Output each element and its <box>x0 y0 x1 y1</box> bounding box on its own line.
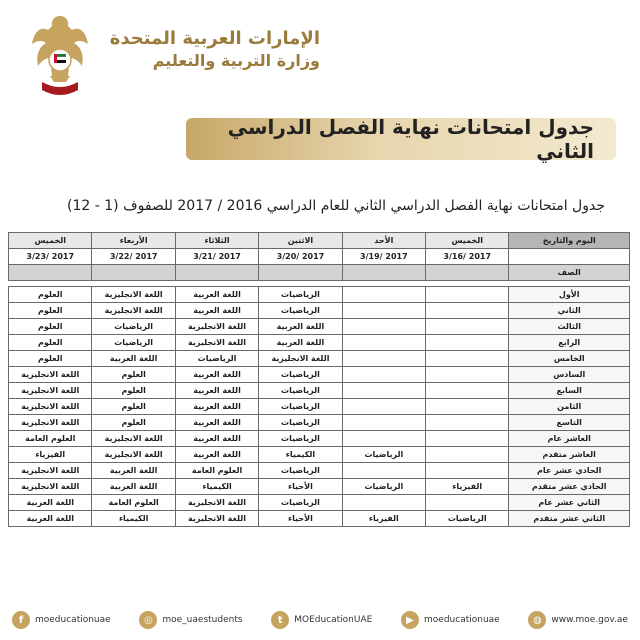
subject-cell: العلوم <box>92 383 175 399</box>
subject-cell <box>426 335 509 351</box>
subject-cell <box>342 431 425 447</box>
grade-cell: الرابع <box>509 335 630 351</box>
day-header: الأربعاء <box>92 233 175 249</box>
table-row <box>9 335 630 351</box>
subject-cell: الرياضيات <box>342 447 425 463</box>
subject-cell: الرياضيات <box>426 511 509 527</box>
subject-cell <box>426 351 509 367</box>
instagram-icon: ◎ <box>139 611 157 629</box>
table-row <box>9 303 630 319</box>
subject-cell <box>426 319 509 335</box>
youtube-handle: moeducationuae <box>424 615 500 625</box>
subject-cell: العلوم العامة <box>92 495 175 511</box>
grade-cell: الثامن <box>509 399 630 415</box>
subject-cell <box>342 287 425 303</box>
subject-cell <box>426 287 509 303</box>
subject-cell <box>426 495 509 511</box>
day-header: الاثنين <box>259 233 342 249</box>
day-header: الخميس <box>9 233 92 249</box>
subject-cell: الفيزياء <box>9 447 92 463</box>
date-cell <box>509 249 630 265</box>
subject-cell: اللغة العربية <box>9 495 92 511</box>
subject-cell: العلوم العامة <box>175 463 258 479</box>
subject-cell: العلوم <box>92 399 175 415</box>
facebook-icon: f <box>12 611 30 629</box>
subject-cell: اللغة العربية <box>175 383 258 399</box>
subject-cell: الرياضيات <box>259 463 342 479</box>
subject-cell <box>426 463 509 479</box>
subject-cell: الرياضيات <box>92 319 175 335</box>
subject-cell: اللغة العربية <box>259 335 342 351</box>
footer <box>0 600 640 640</box>
subject-cell: اللغة الانجليزية <box>92 447 175 463</box>
table-row <box>9 399 630 415</box>
subject-cell <box>342 399 425 415</box>
subject-cell <box>342 335 425 351</box>
globe-icon: ◍ <box>528 611 546 629</box>
grade-label-row <box>9 265 630 281</box>
table-row <box>9 511 630 527</box>
subject-cell <box>426 399 509 415</box>
table-row <box>9 383 630 399</box>
subject-cell: اللغة الانجليزية <box>175 335 258 351</box>
subject-cell: الرياضيات <box>259 367 342 383</box>
days-header-row <box>9 233 630 249</box>
subject-cell: العلوم <box>9 351 92 367</box>
table-row <box>9 351 630 367</box>
subject-cell: الكيمياء <box>92 511 175 527</box>
subject-cell: اللغة الانجليزية <box>175 319 258 335</box>
subject-cell: اللغة العربية <box>175 399 258 415</box>
subject-cell: الكيمياء <box>175 479 258 495</box>
grade-cell: التاسع <box>509 415 630 431</box>
subject-cell: الرياضيات <box>259 431 342 447</box>
subject-cell: اللغة الانجليزية <box>92 431 175 447</box>
grade-cell: الحادي عشر عام <box>509 463 630 479</box>
subject-cell: اللغة العربية <box>175 415 258 431</box>
subject-cell: اللغة العربية <box>9 511 92 527</box>
grade-cell: الثالث <box>509 319 630 335</box>
subject-cell <box>342 319 425 335</box>
subject-cell: اللغة العربية <box>92 463 175 479</box>
grade-cell: الثاني عشر متقدم <box>509 511 630 527</box>
title-banner <box>186 115 616 163</box>
header <box>0 0 640 120</box>
table-row <box>9 447 630 463</box>
date-cell: 2017 /3/22 <box>92 249 175 265</box>
day-header: الخميس <box>426 233 509 249</box>
grade-cell: الثاني <box>509 303 630 319</box>
table-row <box>9 287 630 303</box>
subject-cell <box>342 367 425 383</box>
uae-emblem-icon <box>28 10 92 110</box>
facebook-handle: moeducationuae <box>35 615 111 625</box>
subject-cell: الرياضيات <box>259 287 342 303</box>
ministry-title: وزارة التربية والتعليم <box>152 51 320 70</box>
subject-cell: الرياضيات <box>259 399 342 415</box>
twitter-handle: MOEducationUAE <box>294 615 373 625</box>
subject-cell: اللغة الانجليزية <box>259 351 342 367</box>
subject-cell: الفيزياء <box>426 479 509 495</box>
ministry-name <box>100 28 320 72</box>
grade-cell: العاشر عام <box>509 431 630 447</box>
subject-cell: اللغة الانجليزية <box>92 303 175 319</box>
date-cell: 2017 /3/16 <box>426 249 509 265</box>
subject-cell: العلوم <box>92 415 175 431</box>
subject-cell <box>342 303 425 319</box>
subject-cell: اللغة العربية <box>175 287 258 303</box>
subject-cell: اللغة الانجليزية <box>175 495 258 511</box>
subject-cell <box>342 351 425 367</box>
grade-label: الصف <box>509 265 630 281</box>
subject-cell: اللغة الانجليزية <box>9 463 92 479</box>
table-row <box>9 463 630 479</box>
date-cell: 2017 /3/19 <box>342 249 425 265</box>
grade-cell: الخامس <box>509 351 630 367</box>
subject-cell: اللغة العربية <box>175 367 258 383</box>
date-cell: 2017 /3/23 <box>9 249 92 265</box>
table-row <box>9 479 630 495</box>
subject-cell <box>426 431 509 447</box>
subject-cell: العلوم العامة <box>9 431 92 447</box>
subject-cell <box>426 383 509 399</box>
subject-cell: الرياضيات <box>259 415 342 431</box>
facebook-link[interactable] <box>12 611 111 629</box>
grade-cell: الحادي عشر متقدم <box>509 479 630 495</box>
table-row <box>9 495 630 511</box>
subject-cell: اللغة العربية <box>92 479 175 495</box>
instagram-link[interactable] <box>139 611 242 629</box>
subject-cell: اللغة الانجليزية <box>9 383 92 399</box>
subject-cell <box>426 367 509 383</box>
subject-cell: اللغة العربية <box>259 319 342 335</box>
subject-cell: اللغة العربية <box>92 351 175 367</box>
grade-cell: الثاني عشر عام <box>509 495 630 511</box>
subject-cell: اللغة الانجليزية <box>9 399 92 415</box>
subject-cell: العلوم <box>9 319 92 335</box>
subtitle: جدول امتحانات نهاية الفصل الدراسي الثاني للعام الدراسي 2016 / 2017 للصفوف (1 - 12) <box>66 198 605 214</box>
subject-cell <box>342 463 425 479</box>
dates-row <box>9 249 630 265</box>
subject-cell <box>426 415 509 431</box>
page-title: جدول امتحانات نهاية الفصل الدراسي الثاني <box>227 115 594 163</box>
grade-cell: العاشر متقدم <box>509 447 630 463</box>
subject-cell <box>426 303 509 319</box>
subject-cell: الرياضيات <box>259 495 342 511</box>
twitter-icon: t <box>271 611 289 629</box>
subject-cell <box>342 415 425 431</box>
subject-cell: الأحياء <box>259 511 342 527</box>
country-name: الإمارات العربية المتحدة <box>109 28 320 49</box>
subject-cell: الرياضيات <box>259 383 342 399</box>
subject-cell: الرياضيات <box>259 303 342 319</box>
subject-cell <box>342 383 425 399</box>
table-row <box>9 431 630 447</box>
date-cell: 2017 /3/21 <box>175 249 258 265</box>
subject-cell: الكيمياء <box>259 447 342 463</box>
table-row <box>9 319 630 335</box>
subject-cell: اللغة العربية <box>175 303 258 319</box>
youtube-link[interactable] <box>401 611 500 629</box>
subject-cell: العلوم <box>9 303 92 319</box>
subject-cell <box>342 495 425 511</box>
subject-cell: اللغة العربية <box>175 431 258 447</box>
day-header: الثلاثاء <box>175 233 258 249</box>
subject-cell: العلوم <box>9 287 92 303</box>
subject-cell: العلوم <box>9 335 92 351</box>
website-url: www.moe.gov.ae <box>551 615 628 625</box>
table-row <box>9 415 630 431</box>
corner-label: اليوم والتاريخ <box>509 233 630 249</box>
grade-cell: الأول <box>509 287 630 303</box>
subject-cell: اللغة الانجليزية <box>92 287 175 303</box>
subject-cell <box>426 447 509 463</box>
youtube-icon: ▶ <box>401 611 419 629</box>
subject-cell: اللغة الانجليزية <box>9 367 92 383</box>
subject-cell: الفيزياء <box>342 511 425 527</box>
twitter-link[interactable] <box>271 611 372 629</box>
instagram-handle: moe_uaestudents <box>162 615 243 625</box>
subject-cell: اللغة الانجليزية <box>175 511 258 527</box>
subject-cell: اللغة الانجليزية <box>9 415 92 431</box>
subject-cell: الرياضيات <box>92 335 175 351</box>
subject-cell: الرياضيات <box>342 479 425 495</box>
exam-schedule-table <box>8 232 630 527</box>
subject-cell: الرياضيات <box>175 351 258 367</box>
day-header: الأحد <box>342 233 425 249</box>
grade-cell: السادس <box>509 367 630 383</box>
subject-cell: اللغة الانجليزية <box>9 479 92 495</box>
subject-cell: العلوم <box>92 367 175 383</box>
subject-cell: اللغة العربية <box>175 447 258 463</box>
subject-cell: الأحياء <box>259 479 342 495</box>
date-cell: 2017 /3/20 <box>259 249 342 265</box>
table-row <box>9 367 630 383</box>
grade-cell: السابع <box>509 383 630 399</box>
website-link[interactable] <box>528 611 628 629</box>
